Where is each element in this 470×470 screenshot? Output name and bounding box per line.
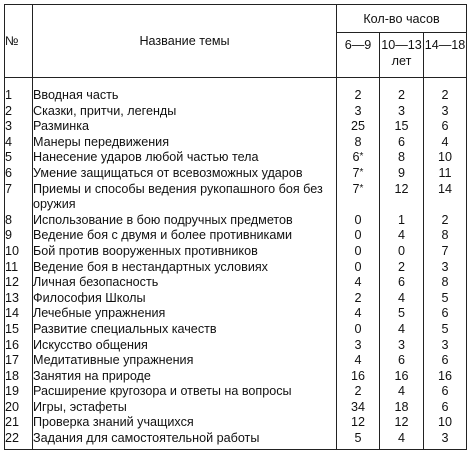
hours-10-13: 9 bbox=[380, 166, 424, 182]
age-group-label: 10—13 bbox=[381, 38, 422, 52]
hours-10-13: 12 bbox=[380, 182, 424, 213]
hours-10-13: 18 bbox=[380, 400, 424, 416]
table-row bbox=[5, 78, 467, 104]
hours-10-13: 3 bbox=[380, 338, 424, 354]
topic-name: Развитие специальных качеств bbox=[33, 322, 337, 338]
table-row bbox=[5, 306, 467, 322]
topic-name: Философия Школы bbox=[33, 291, 337, 307]
hours-14-18: 5 bbox=[424, 322, 467, 338]
hours-6-9: 5 bbox=[337, 431, 380, 449]
hours-6-9: 0 bbox=[337, 244, 380, 260]
hours-10-13: 6 bbox=[380, 353, 424, 369]
hours-14-18: 3 bbox=[424, 338, 467, 354]
hours-6-9: 2 bbox=[337, 384, 380, 400]
table-row bbox=[5, 166, 467, 182]
hours-6-9: 12 bbox=[337, 415, 380, 431]
row-number: 11 bbox=[5, 260, 33, 276]
age-group-header-10-13 bbox=[380, 33, 424, 78]
table-row bbox=[5, 384, 467, 400]
hours-6-9: 0 bbox=[337, 322, 380, 338]
row-number: 15 bbox=[5, 322, 33, 338]
hours-14-18: 6 bbox=[424, 353, 467, 369]
hours-10-13: 0 bbox=[380, 244, 424, 260]
topic-name: Бой против вооруженных противников bbox=[33, 244, 337, 260]
hours-6-9: 4 bbox=[337, 275, 380, 291]
hours-6-9: 4 bbox=[337, 306, 380, 322]
hours-6-9: 4 bbox=[337, 353, 380, 369]
topic-name: Умение защищаться от всевозможных ударов bbox=[33, 166, 337, 182]
table-header bbox=[5, 5, 467, 78]
hours-6-9: 2 bbox=[337, 78, 380, 104]
topic-name: Лечебные упражнения bbox=[33, 306, 337, 322]
age-group-header-14-18 bbox=[424, 33, 467, 78]
hours-10-13: 16 bbox=[380, 369, 424, 385]
hours-10-13: 6 bbox=[380, 135, 424, 151]
row-number: 5 bbox=[5, 150, 33, 166]
table-row bbox=[5, 135, 467, 151]
footnote-asterisk: * bbox=[359, 182, 364, 194]
table-row bbox=[5, 322, 467, 338]
table-row bbox=[5, 338, 467, 354]
row-number: 7 bbox=[5, 182, 33, 213]
age-group-header-6-9 bbox=[337, 33, 380, 78]
hours-10-13: 4 bbox=[380, 228, 424, 244]
hours-6-9: 25 bbox=[337, 119, 380, 135]
row-number: 17 bbox=[5, 353, 33, 369]
table-row bbox=[5, 213, 467, 229]
table-row bbox=[5, 400, 467, 416]
topic-name: Искусство общения bbox=[33, 338, 337, 354]
footnote-asterisk: * bbox=[359, 151, 364, 163]
hours-10-13: 6 bbox=[380, 275, 424, 291]
topic-name: Манеры передвижения bbox=[33, 135, 337, 151]
row-number: 22 bbox=[5, 431, 33, 449]
hours-14-18: 7 bbox=[424, 244, 467, 260]
row-number: 3 bbox=[5, 119, 33, 135]
topic-name: Занятия на природе bbox=[33, 369, 337, 385]
table-row bbox=[5, 275, 467, 291]
table-row bbox=[5, 431, 467, 449]
topic-name: Игры, эстафеты bbox=[33, 400, 337, 416]
hours-14-18: 5 bbox=[424, 291, 467, 307]
footnote-asterisk: * bbox=[359, 166, 364, 178]
topic-name: Вводная часть bbox=[33, 78, 337, 104]
row-number: 21 bbox=[5, 415, 33, 431]
hours-14-18: 6 bbox=[424, 384, 467, 400]
hours-6-9: 0 bbox=[337, 228, 380, 244]
hours-14-18: 14 bbox=[424, 182, 467, 213]
hours-column-header: Кол-во часов bbox=[337, 5, 467, 33]
table-row bbox=[5, 260, 467, 276]
hours-14-18: 2 bbox=[424, 213, 467, 229]
hours-10-13: 4 bbox=[380, 291, 424, 307]
table-row bbox=[5, 119, 467, 135]
row-number: 18 bbox=[5, 369, 33, 385]
hours-6-9: 3 bbox=[337, 104, 380, 120]
topic-name: Разминка bbox=[33, 119, 337, 135]
age-group-label: 14—18 bbox=[424, 38, 466, 52]
row-number: 4 bbox=[5, 135, 33, 151]
hours-6-9: 2 bbox=[337, 291, 380, 307]
table-row bbox=[5, 369, 467, 385]
hours-6-9: 3 bbox=[337, 338, 380, 354]
hours-14-18: 6 bbox=[424, 306, 467, 322]
hours-14-18: 6 bbox=[424, 400, 467, 416]
hours-10-13: 15 bbox=[380, 119, 424, 135]
hours-10-13: 3 bbox=[380, 104, 424, 120]
row-number: 6 bbox=[5, 166, 33, 182]
topic-name: Задания для самостоятельной работы bbox=[33, 431, 337, 449]
table-row bbox=[5, 415, 467, 431]
hours-6-9: 6* bbox=[337, 150, 380, 166]
hours-14-18: 2 bbox=[424, 78, 467, 104]
row-number: 16 bbox=[5, 338, 33, 354]
hours-6-9: 7* bbox=[337, 166, 380, 182]
number-column-header: № bbox=[5, 5, 33, 78]
hours-14-18: 3 bbox=[424, 260, 467, 276]
hours-6-9: 7* bbox=[337, 182, 380, 213]
hours-6-9: 8 bbox=[337, 135, 380, 151]
table-row bbox=[5, 244, 467, 260]
table-row bbox=[5, 182, 467, 213]
hours-6-9: 16 bbox=[337, 369, 380, 385]
hours-10-13: 1 bbox=[380, 213, 424, 229]
hours-14-18: 8 bbox=[424, 275, 467, 291]
table-row bbox=[5, 291, 467, 307]
hours-14-18: 10 bbox=[424, 150, 467, 166]
hours-6-9: 0 bbox=[337, 213, 380, 229]
age-group-label: 6—9 bbox=[344, 38, 372, 52]
row-number: 14 bbox=[5, 306, 33, 322]
hours-10-13: 4 bbox=[380, 431, 424, 449]
topic-name: Нанесение ударов любой частью тела bbox=[33, 150, 337, 166]
row-number: 10 bbox=[5, 244, 33, 260]
hours-14-18: 3 bbox=[424, 431, 467, 449]
topic-name: Расширение кругозора и ответы на вопросы bbox=[33, 384, 337, 400]
row-number: 9 bbox=[5, 228, 33, 244]
table-body bbox=[5, 78, 467, 450]
row-number: 20 bbox=[5, 400, 33, 416]
table-row bbox=[5, 104, 467, 120]
topic-name: Приемы и способы ведения рукопашного боя без оружия bbox=[33, 182, 337, 213]
hours-10-13: 12 bbox=[380, 415, 424, 431]
hours-6-9: 0 bbox=[337, 260, 380, 276]
hours-14-18: 3 bbox=[424, 104, 467, 120]
hours-14-18: 16 bbox=[424, 369, 467, 385]
table-row bbox=[5, 228, 467, 244]
age-group-sublabel: лет bbox=[391, 54, 412, 68]
hours-10-13: 4 bbox=[380, 384, 424, 400]
hours-14-18: 6 bbox=[424, 119, 467, 135]
topic-name: Сказки, притчи, легенды bbox=[33, 104, 337, 120]
topic-name: Ведение боя с двумя и более противниками bbox=[33, 228, 337, 244]
row-number: 13 bbox=[5, 291, 33, 307]
row-number: 8 bbox=[5, 213, 33, 229]
hours-10-13: 4 bbox=[380, 322, 424, 338]
row-number: 1 bbox=[5, 78, 33, 104]
row-number: 19 bbox=[5, 384, 33, 400]
topic-name: Ведение боя в нестандартных условиях bbox=[33, 260, 337, 276]
hours-10-13: 5 bbox=[380, 306, 424, 322]
hours-6-9: 34 bbox=[337, 400, 380, 416]
topic-name: Личная безопасность bbox=[33, 275, 337, 291]
hours-10-13: 8 bbox=[380, 150, 424, 166]
table-row bbox=[5, 150, 467, 166]
topic-name: Использование в бою подручных предметов bbox=[33, 213, 337, 229]
topic-name: Медитативные упражнения bbox=[33, 353, 337, 369]
hours-14-18: 11 bbox=[424, 166, 467, 182]
hours-14-18: 10 bbox=[424, 415, 467, 431]
course-hours-table bbox=[4, 4, 467, 450]
hours-10-13: 2 bbox=[380, 78, 424, 104]
topic-column-header: Название темы bbox=[33, 5, 337, 78]
hours-14-18: 8 bbox=[424, 228, 467, 244]
topic-name: Проверка знаний учащихся bbox=[33, 415, 337, 431]
row-number: 2 bbox=[5, 104, 33, 120]
table-row bbox=[5, 353, 467, 369]
hours-10-13: 2 bbox=[380, 260, 424, 276]
hours-14-18: 4 bbox=[424, 135, 467, 151]
row-number: 12 bbox=[5, 275, 33, 291]
